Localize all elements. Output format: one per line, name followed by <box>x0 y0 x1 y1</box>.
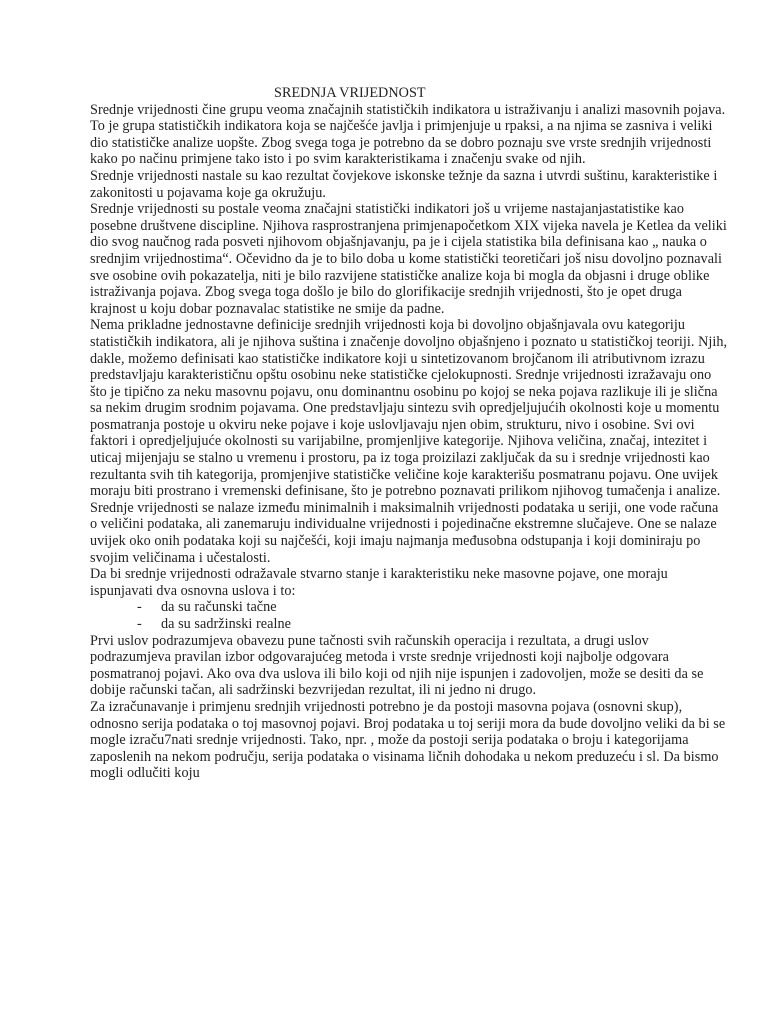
paragraph-5: Srednje vrijednosti se nalaze između minimalnih i maksimalnih vrijednosti podataka u seriji, one vode računa o veličini podataka, ali zanemaruju individualne vrijednosti i pojedinačne ekstremne slučajeve. One se nalaze uvijek oko onih podataka koji su najčešći, koji imaju najmanja međusobna odstupanja i koji dominiraju po svojim veličinama i učestalosti. <box>90 499 719 566</box>
paragraph-1: Srednje vrijednosti čine grupu veoma značajnih statističkih indikatora u istraživanju i analizi masovnih pojava. To je grupa statističkih indikatora koja se najčešće javlja i primjenjuje u rpaksi, a na njima se zasniva i veliki dio statističke analize uopšte. Zbog svega toga je potrebno da se dobro poznaju sve vrste srednjih vrijednosti kako po načinu primjene tako isto i po svim karakteristikama i značenju svake od njih. <box>90 101 726 168</box>
list-item <box>137 599 728 616</box>
paragraph-2: Srednje vrijednosti nastale su kao rezultat čovjekove iskonske težnje da sazna i utvrdi suštinu, karakteristike i zakonitosti u pojavama koje ga okružuju. <box>90 167 718 201</box>
paragraph-6: Da bi srednje vrijednosti odražavale stvarno stanje i karakteristiku neke masovne pojave, one moraju ispunjavati dva osnovna uslova i to: <box>90 566 668 599</box>
conditions-list <box>90 599 728 632</box>
list-item <box>137 616 728 633</box>
list-item-text: da su sadržinski realne <box>161 616 291 632</box>
list-dash: - <box>137 599 142 616</box>
paragraph-3: Srednje vrijednosti su postale veoma značajni statistički indikatori još u vrijeme nastajanjastatistike kao posebne društvene discipline. Njihova rasprostranjena primjenapočetkom XIX vijeka navela je Ketlea da veliki dio svog naučnog rada posveti njihovom objašnjavanju, pa je i cijela statistika bila definisana kao „ nauka o srednjim vrijednostima“. Očevidno da je to bilo doba u kome statistički teoretičari još nisu dovoljno poznavali sve osobine ovih pokazatelja, niti je bilo razvijene statističke analize koja bi mogla da objasni i druge oblike istraživanja pojava. Zbog svega toga došlo je bilo do glorifikacije srednjih vrijednosti, što je opet druga krajnost u koju dobar poznavalac statistike ne smije da padne. <box>90 201 727 317</box>
list-dash: - <box>137 616 142 632</box>
document-title: SREDNJA VRIJEDNOST <box>274 85 426 101</box>
paragraph-4: Nema prikladne jednostavne definicije srednjih vrijednosti koja bi dovoljno objašnjavala ovu kategoriju statističkih indikatora, ali je njihova suština i značenje dovoljno objašnjeno i poznato u statističkoj teoriji. Njih, dakle, možemo definisati kao statističke indikatore koji u sintetizovanom brojčanom ili atributivnom izrazu predstavljaju karakterističnu opštu osobinu neke statističke cjelokupnosti. Srednje vrijednosti izražavaju ono što je tipično za neku masovnu pojavu, onu dominantnu osobinu po kojoj se neka pojava razlikuje ili je slična sa nekim drugim srodnim pojavama. One predstavljaju sintezu svih opredjeljujućih okolnosti koje u momentu posmatranja postoje u okviru neke pojave i koje uslovljavaju njen obim, strukturu, nivo i osobine. Svi ovi faktori i opredjeljujuće okolnosti su varijabilne, promjenljive kategorije. Njihova veličina, značaj, intezitet i uticaj mijenjaju se stalno u vremenu i prostoru, pa iz toga proizilazi zaključak da su i srednje vrijednosti kao rezultanta svih tih kategorija, promjenjive statističke veličine koje karakterišu posmatranu pojavu. One uvijek moraju biti prostrano i vremenski definisane, što je potrebno poznavati prilikom njihovog tumačenja i analize. <box>90 317 728 500</box>
paragraph-8: Za izračunavanje i primjenu srednjih vrijednosti potrebno je da postoji masovna pojava (osnovni skup), odnosno serija podataka o toj masovnoj pojavi. Broj podataka u toj seriji mora da bude dovoljno veliki da bi se mogle izraču7nati srednje vrijednosti. Tako, npr. , može da postoji serija podataka o broju i kategorijama zaposlenih na nekom području, serija podataka o visinama ličnih dohodaka u nekom preduzeću i sl. Da bismo mogli odlučiti koju <box>90 698 726 782</box>
list-item-text: da su računski tačne <box>161 599 277 616</box>
paragraph-7: Prvi uslov podrazumjeva obavezu pune tačnosti svih računskih operacija i rezultata, a drugi uslov podrazumjeva pravilan izbor odgovarajućeg metoda i vrste srednje vrijednosti koji najbolje odgovara posmatranoj pojavi. Ako ova dva uslova ili bilo koji od njih nije ispunjen i zadovoljen, može se desiti da se dobije računski tačan, ali sadržinski bezvrijedan rezultat, ili ni jedno ni drugo. <box>90 632 704 699</box>
